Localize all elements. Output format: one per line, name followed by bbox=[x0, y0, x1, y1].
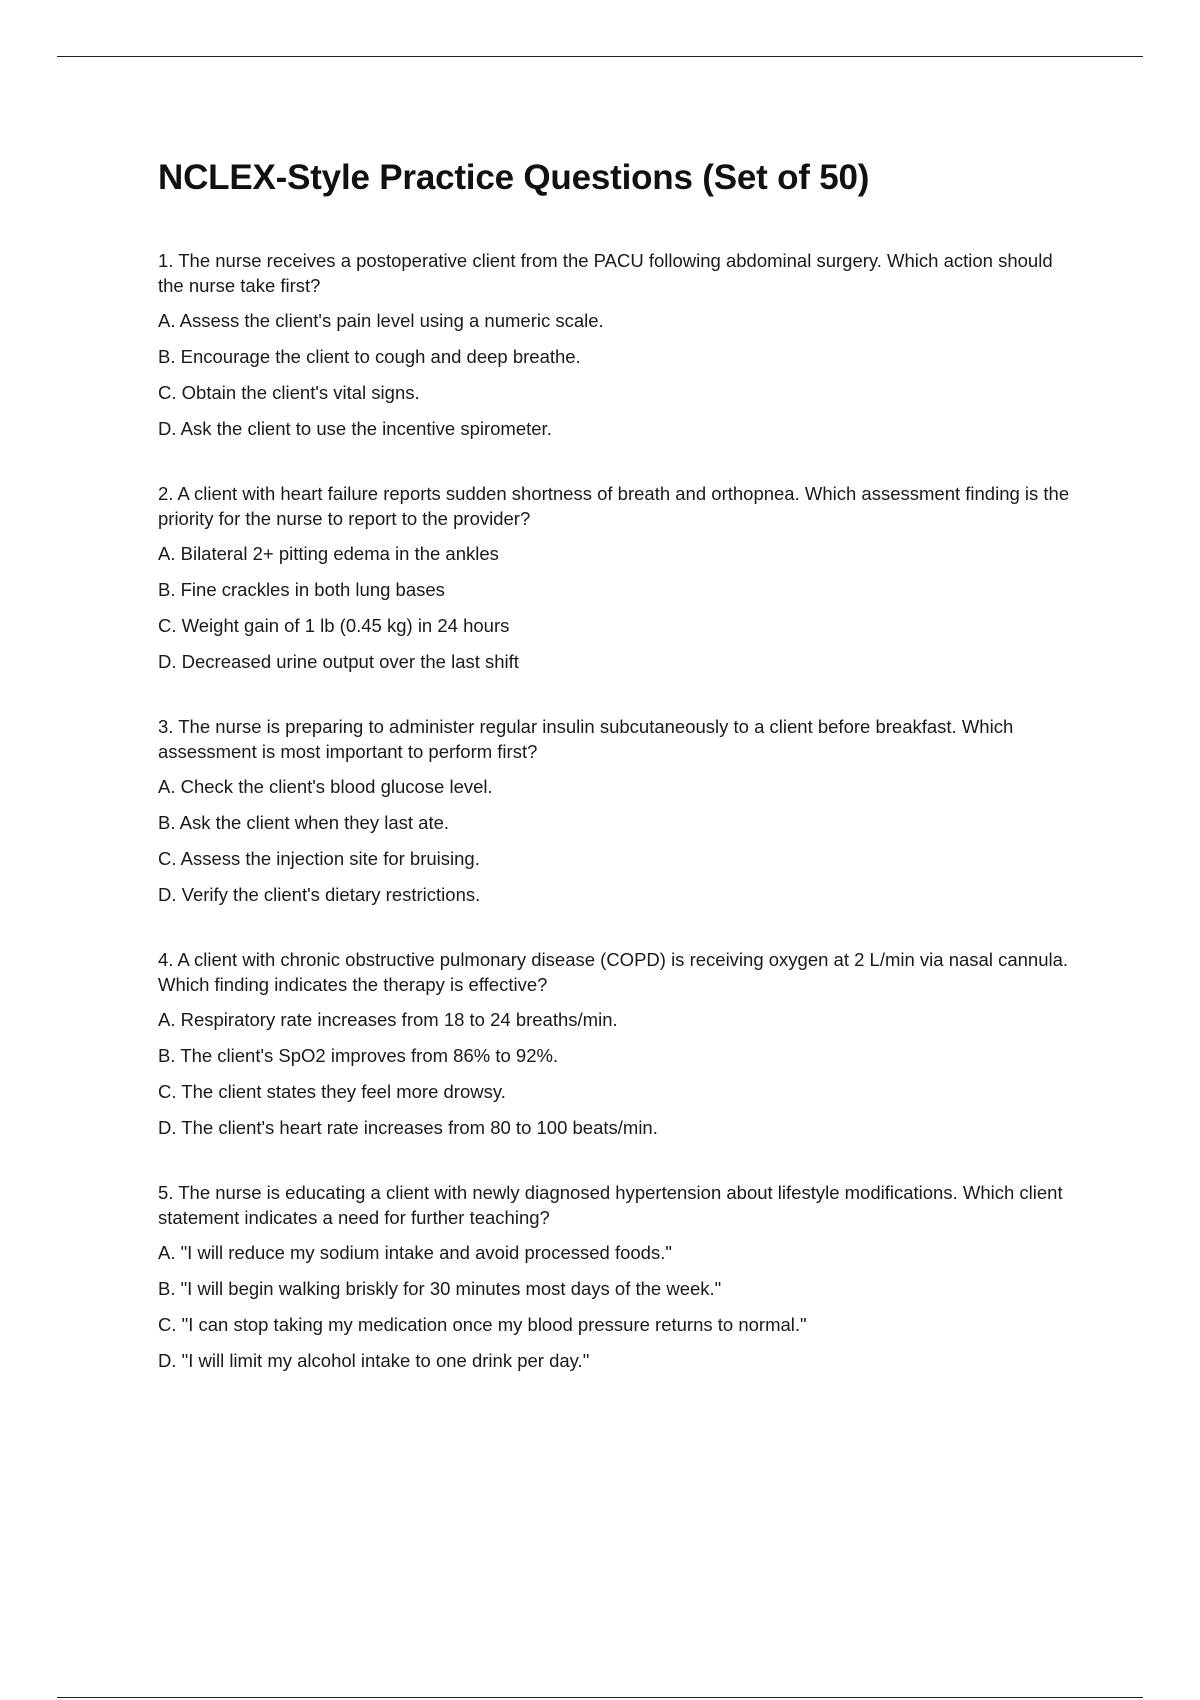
document-page bbox=[158, 158, 1078, 1413]
answer-option-c: C. Assess the injection site for bruising. bbox=[158, 848, 480, 869]
answer-option-a: A. "I will reduce my sodium intake and avoid processed foods." bbox=[158, 1242, 672, 1263]
bottom-divider bbox=[57, 1697, 1143, 1698]
question-4 bbox=[158, 947, 1078, 1140]
answer-option-d: D. Verify the client's dietary restrictions. bbox=[158, 884, 481, 905]
answer-option-d: D. Ask the client to use the incentive spirometer. bbox=[158, 418, 552, 439]
answer-option-c: C. The client states they feel more drowsy. bbox=[158, 1081, 506, 1102]
answer-option-c: C. Obtain the client's vital signs. bbox=[158, 382, 420, 403]
question-stem: 5. The nurse is educating a client with newly diagnosed hypertension about lifestyle modifications. Which client statement indicates a need for further teaching? bbox=[158, 1182, 1063, 1228]
answer-option-b: B. "I will begin walking briskly for 30 minutes most days of the week." bbox=[158, 1278, 722, 1299]
answer-option-c: C. "I can stop taking my medication once my blood pressure returns to normal." bbox=[158, 1314, 807, 1335]
answer-option-b: B. Fine crackles in both lung bases bbox=[158, 579, 445, 600]
question-1 bbox=[158, 248, 1078, 441]
top-divider bbox=[57, 56, 1143, 57]
question-stem: 2. A client with heart failure reports sudden shortness of breath and orthopnea. Which assessment finding is the priority for the nurse to report to the provider? bbox=[158, 483, 1070, 529]
answer-option-d: D. "I will limit my alcohol intake to one drink per day." bbox=[158, 1350, 590, 1371]
page-title: NCLEX-Style Practice Questions (Set of 50) bbox=[158, 158, 870, 197]
question-3 bbox=[158, 714, 1078, 907]
answer-option-b: B. Ask the client when they last ate. bbox=[158, 812, 450, 833]
answer-option-a: A. Check the client's blood glucose level. bbox=[158, 776, 493, 797]
answer-option-c: C. Weight gain of 1 lb (0.45 kg) in 24 hours bbox=[158, 615, 510, 636]
question-stem: 1. The nurse receives a postoperative client from the PACU following abdominal surgery. Which action should the nurse take first? bbox=[158, 250, 1053, 296]
question-2 bbox=[158, 481, 1078, 674]
answer-option-d: D. The client's heart rate increases from 80 to 100 beats/min. bbox=[158, 1117, 658, 1138]
answer-option-b: B. Encourage the client to cough and deep breathe. bbox=[158, 346, 581, 367]
answer-option-a: A. Assess the client's pain level using a numeric scale. bbox=[158, 310, 604, 331]
answer-option-a: A. Respiratory rate increases from 18 to 24 breaths/min. bbox=[158, 1009, 618, 1030]
question-stem: 3. The nurse is preparing to administer regular insulin subcutaneously to a client before breakfast. Which assessment is most important to perform first? bbox=[158, 716, 1014, 762]
answer-option-a: A. Bilateral 2+ pitting edema in the ankles bbox=[158, 543, 499, 564]
question-5 bbox=[158, 1180, 1078, 1373]
answer-option-b: B. The client's SpO2 improves from 86% to 92%. bbox=[158, 1045, 559, 1066]
question-stem: 4. A client with chronic obstructive pulmonary disease (COPD) is receiving oxygen at 2 L/min via nasal cannula. Which finding indicates the therapy is effective? bbox=[158, 949, 1069, 995]
question-list bbox=[158, 248, 1078, 1373]
answer-option-d: D. Decreased urine output over the last shift bbox=[158, 651, 519, 672]
